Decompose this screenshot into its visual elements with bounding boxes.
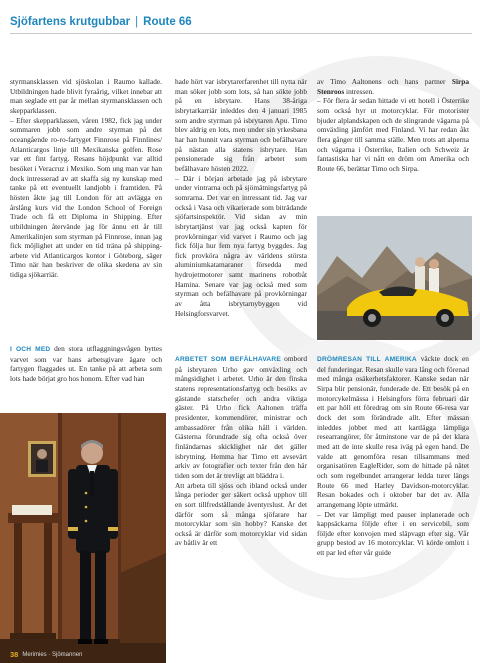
- header-separator: |: [135, 16, 139, 28]
- paragraph: – Där i början arbetade jag på isbrytare under vintrarna och på sjömätningsfartyg på somrarna. Det var en intressant tid. Jag var också i Vasa och vikarierade som biträdande sjöfartsinspektör. Vid sidan av min isbrytartjänst var jag också kapten för provkörningar vid varvet i Raumo och jag fick följa hur fem nya fartyg byggdes. Jag fick provköra några av världens största aluminiumkatamaraner försedda med hydrojetmotorer samt marinens robotbåt Hamina. Senare var jag också med som styrman och befälhavare på provkörningar av åtta isbrytarnybyggen vid Helsingforsvarvet.: [175, 173, 307, 318]
- paragraph: ARBETET SOM BEFÄLHAVARE ombord på isbrytaren Urho gav omväxling och mångsidighet i arbetet. Urho är den finska statens representationsfartyg och besöks av gästande statschefer och andra viktiga gäster. På Urho fick Aaltonen träffa presidenter, kommendörer, ministrar och ambassadörer från olika håll i världen. Gästerna förundrade sig ofta också över finländarnas skicklighet när det gäller isbrytning. Hemma har Timo ett avsevärt arkiv av fotografier och texter från den här tiden som det är trevligt att bläddra i.: [175, 354, 307, 480]
- paragraph-lead: ARBETET SOM BEFÄLHAVARE: [175, 356, 281, 363]
- paragraph: Att arbeta till sjöss och ibland också under långa perioder ger säkert också upphov till en sort tillfredställande äventyrslust. Är det därför som så många sjöfarare har motorcyklar som sin hobby? Kanske det också är därför som motorcyklar vid sidan av båtliv är ett: [175, 480, 307, 548]
- paragraph-lead: I OCH MED: [10, 346, 51, 353]
- paragraph-lead: DRÖMRESAN TILL AMERIKA: [317, 356, 417, 363]
- page-header: [10, 14, 192, 30]
- captain-photo: [0, 413, 166, 663]
- column-3-section: [317, 354, 469, 558]
- paragraph: – Det var lämpligt med pauser inplanerade och kappsäckarna följde efter i en servicebil, som följde efter konvojen med släpvagn efter sig. Vår grupp bestod av 16 motorcyklar. Vi körde omlott i ett par led efter vår guide: [317, 509, 469, 558]
- page-number: 38: [10, 650, 19, 659]
- paragraph: av Timo Aaltonens och hans partner Sirpa Stenroos intressen.: [317, 77, 469, 96]
- magazine-name: Merimies · Sjömannen: [22, 651, 83, 658]
- header-rule: [10, 33, 472, 34]
- paragraph: – För flera år sedan hittade vi ett hotell i Österrike som också hyr ut motorcyklar. För motorister bjuder alplandskapen och de slingrande vägarna på omväxling jämfört med Finland. Vi har redan åkt flera gånger till samma ställe. Men trots att alperna och vägarna i Österrike, Italien och Schweiz är fantastiska har vi nått en dröm om Amerika och Route 66, berättar Timo och Sirpa.: [317, 96, 469, 173]
- paragraph: DRÖMRESAN TILL AMERIKA väckte dock en del funderingar. Resan skulle vara lång och förenad med många osäkerhetsfaktorer. Kanske sedan när Sirpa blir pensionär, funderade de. Ett besök på en motorcykelmässa i Helsingfors förra februari där ett par höll ett föredrag om sin Route 66-resa var dock det som förändrade allt. Efter mässan inleddes jobbet med att kartlägga lämpliga researrangörer, för åtminstone var de på det klara med att de inte skulle resa iväg på egen hand. De valde att genomföra resan tillsammans med organisatören EagleRider, som de hittade på nätet och som regelbundet arrangerar ledda turer längs Route 66 med Harley Davidson-motorcyklar. Resan bokades och i oktober bar det av. Alla arrangemang löpte utmärkt.: [317, 354, 469, 509]
- person-name: Sirpa Stenroos: [317, 77, 469, 96]
- column-1-section: [10, 344, 162, 384]
- paragraph: – Efter skepparklassen, våren 1982, fick jag under sommaren jobb som andre styrman på det oceangående ro-ro-fartyget Finnrose på Finnlines/ Atlanticargos linje till Mexikanska golfen. Rose var ett fint fartyg. Resans höjdpunkt var alltid besöket i Veracruz i Mexiko. Som ung man var han dock intresserad av att skaffa sig ny kunskap med tanke på ett eventuellt landjobb i framtiden. På hösten åkte jag till London för att avlägga en årslång kurs vid the London School of Foreign Trade och få ett Diploma in Shipping. Efter utbildningen återvände jag för ännu ett år till Amerikalinjen som styrman på Finnrose, innan jag fick möjlighet att under en tid träna på shipping-arbete vid Atlanticargos kontor i Göteborg, säger Timo när han beskriver de olika skedena av sin tidiga sjökarriär.: [10, 115, 162, 280]
- sports-car-photo: [317, 216, 472, 340]
- paragraph: I OCH MED den stora utflaggningsvågen byttes varvet som var hans arbetsgivare ägare och fartygen flaggades ut. En tanke på att arbeta som lots hade börjat gro hos honom. Efter vad han: [10, 344, 163, 383]
- paragraph: styrmansklassen vid sjöskolan i Raumo kallade. Utbildningen hade blivit fyraårig, vilket innebar att man seglade ett par år mellan styrmansklassen och skepparklassen.: [10, 77, 162, 115]
- section-subtitle: Route 66: [143, 16, 192, 28]
- paragraph: hade hört var isbrytarerfarenhet till nytta när man söker jobb som lots, så han sökte jobb på en isbrytare. Hans 38-åriga isbrytarkarriär inleddes den 4 januari 1985 som andre styrman på isbrytaren Apu. Timo blev aldrig en lots, men under sin yrkesbana har han hunnit vara styrman och befälhavare på nästan alla statens isbrytare. Han pensionerade sig från arbetet som befälhavare hösten 2022.: [175, 77, 307, 173]
- column-1: [10, 77, 162, 280]
- section-title: Sjöfartens krutgubbar: [10, 16, 131, 28]
- column-3: [317, 77, 469, 174]
- column-2-section: [175, 354, 307, 548]
- column-2: [175, 77, 307, 318]
- page-footer: [10, 650, 82, 659]
